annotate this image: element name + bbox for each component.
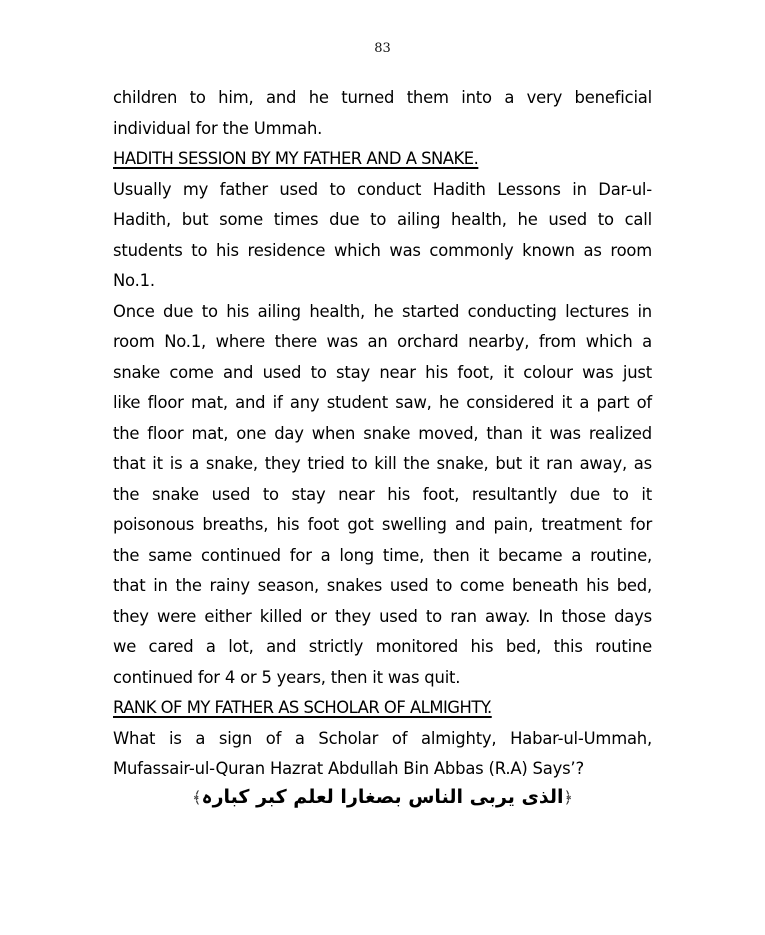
text-line: we cared a lot, and strictly monitored his bed, this routine (113, 637, 652, 656)
text-line: Hadith, but some times due to ailing health, he used to call (113, 210, 652, 229)
section-heading: RANK OF MY FATHER AS SCHOLAR OF ALMIGHTY. (113, 698, 492, 717)
text-line: the floor mat, one day when snake moved, than it was realized (113, 423, 652, 443)
arabic-quote (0, 786, 765, 808)
text-line: that it is a snake, they tried to kill the snake, but it ran away, as (113, 454, 652, 473)
text-line: like floor mat, and if any student saw, he considered it a part of (113, 393, 652, 412)
text-line: Usually my father used to conduct Hadith Lessons in Dar-ul- (113, 179, 652, 199)
text-line: poisonous breaths, his foot got swelling and pain, treatment for (113, 515, 652, 534)
page-number: 83 (374, 41, 391, 56)
text-line: Mufassair-ul-Quran Hazrat Abdullah Bin Abbas (R.A) Says’? (113, 759, 584, 778)
text-line: children to him, and he turned them into a very beneficial (113, 88, 652, 107)
text-line: snake come and used to stay near his foot, it colour was just (113, 362, 652, 382)
text-line: the snake used to stay near his foot, resultantly due to it (113, 484, 652, 504)
text-line: No.1. (113, 271, 155, 290)
ornament-bracket-left: ﴾ (192, 788, 202, 807)
text-line: that in the rainy season, snakes used to come beneath his bed, (113, 576, 652, 595)
body-text (113, 83, 652, 785)
text-line: What is a sign of a Scholar of almighty, Habar-ul-Ummah, (113, 728, 652, 748)
text-line: Once due to his ailing health, he started conducting lectures in (113, 301, 652, 321)
text-line: individual for the Ummah. (113, 118, 323, 138)
text-line: they were either killed or they used to ran away. In those days (113, 606, 652, 626)
text-line: the same continued for a long time, then it became a routine, (113, 545, 652, 565)
text-line: students to his residence which was commonly known as room (113, 240, 652, 260)
arabic-quote-text: الذی یربی الناس بصغارا لعلم کبر کبارہ (201, 786, 564, 808)
ornament-bracket-right: ﴿ (563, 788, 573, 807)
section-heading: HADITH SESSION BY MY FATHER AND A SNAKE. (113, 149, 479, 168)
text-line: continued for 4 or 5 years, then it was quit. (113, 667, 461, 687)
text-line: room No.1, where there was an orchard nearby, from which a (113, 332, 652, 351)
